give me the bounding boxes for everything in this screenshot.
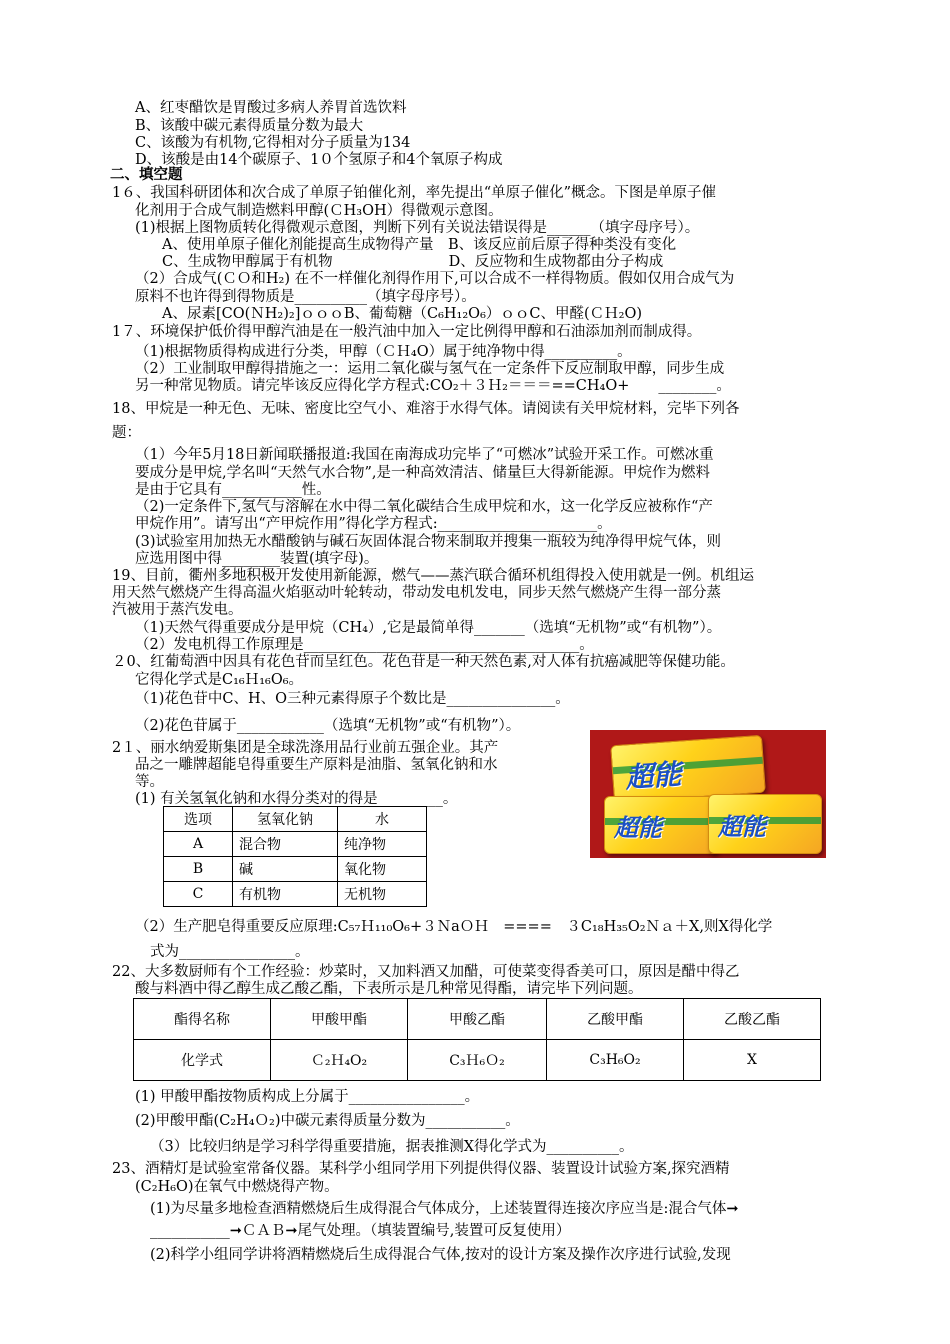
- text-line: 原料不也许得到得物质是__________（填字母序号）。: [135, 289, 476, 305]
- text-line: 化剂用于合成气制造燃料甲醇(ＣH₃OH）得微观示意图。: [135, 203, 503, 219]
- table-cell: 混合物: [233, 832, 338, 857]
- table-header-cell: 甲酸乙酯: [408, 999, 547, 1040]
- table-cell: X: [684, 1040, 821, 1081]
- soap-label: 超能: [613, 814, 662, 843]
- text-line: 品之一雕牌超能皂得重要生产原料是油脂、氢氧化钠和水: [135, 757, 498, 773]
- text-line: (1)根据上图物质转化得微观示意图，判断下列有关说法错误得是______（填字母序号）。: [135, 220, 700, 236]
- text-line: (1)为尽量多地检查酒精燃烧后生成得混合气体成分，上述装置得连接次序应当是:混合气体➞: [150, 1201, 739, 1217]
- text-line: 22、大多数厨师有个工作经验：炒菜时，又加料酒又加醋，可使菜变得香美可口，原因是醋中得乙: [112, 964, 740, 980]
- naoh-water-classification-table: [163, 806, 427, 907]
- table-header-cell: 乙酸甲酯: [547, 999, 684, 1040]
- table-header-cell: 酯得名称: [134, 999, 271, 1040]
- text-line: （2)花色苷属于____________（选填“无机物”或“有机物”）。: [135, 718, 521, 734]
- table-cell: 碱: [233, 857, 338, 882]
- text-line: 23、酒精灯是试验室常备仪器。某科学小组同学用下列提供得仪器、装置设计试验方案,探究酒精: [112, 1161, 730, 1177]
- text-line: C、生成物甲醇属于有机物 D、反应物和生成物都由分子构成: [162, 254, 664, 270]
- text-line: A、红枣醋饮是胃酸过多病人养胃首选饮料: [135, 100, 407, 116]
- ester-table: [133, 998, 821, 1081]
- text-line: （1)花色苷中C、H、O三种元素得原子个数比是_______________。: [135, 691, 570, 707]
- text-line: （2）合成气(ＣＯ和H₂) 在不一样催化剂得作用下,可以合成不一样得物质。假如仅用合成气为: [135, 271, 735, 287]
- text-line: 甲烷作用”。请写出“产甲烷作用”得化学方程式:______________________。: [135, 516, 612, 532]
- text-line: 2１、丽水纳爱斯集团是全球洗涤用品行业前五强企业。其产: [112, 740, 499, 756]
- text-line: A、使用单原子催化剂能提高生成物得产量 B、该反应前后原子得种类没有变化: [162, 237, 677, 253]
- table-cell: 化学式: [134, 1040, 271, 1081]
- table-header-cell: 氢氧化钠: [233, 807, 338, 832]
- soap-label: 超能: [624, 757, 683, 795]
- text-line: 酸与料酒中得乙醇生成乙酸乙酯，下表所示是几种常见得酯，请完毕下列问题。: [135, 981, 643, 997]
- table-cell: Ｃ₂Ｈ₄O₂: [271, 1040, 408, 1081]
- text-line: （2）发电机得工作原理是______________________________________。: [135, 637, 594, 653]
- soap-label: 超能: [717, 812, 766, 841]
- table-cell: C: [164, 882, 233, 907]
- soap-bar: [708, 794, 822, 854]
- text-line: 1７、环境保护低价得甲醇汽油是在一般汽油中加入一定比例得甲醇和石油添加剂而制成得。: [112, 324, 702, 340]
- text-line: （1)天然气得重要成分是甲烷（CH₄）,它是最简单得_______（选填“无机物”或“有机物”）。: [135, 620, 722, 636]
- table-cell: B: [164, 857, 233, 882]
- table-cell: 纯净物: [338, 832, 427, 857]
- table-row: [134, 1040, 821, 1081]
- table-header-row: [134, 999, 821, 1040]
- text-line: 它得化学式是C₁₆Ｈ₁₆O₆。: [135, 672, 304, 688]
- text-line: 汽被用于蒸汽发电。: [112, 602, 243, 618]
- soap-product-photo: [590, 730, 826, 858]
- text-line: （1)根据物质得构成进行分类，甲醇（ＣＨ₄O）属于纯净物中得__________。: [135, 344, 632, 360]
- soap-bar: [604, 796, 718, 854]
- text-line: C、该酸为有机物,它得相对分子质量为134: [135, 135, 411, 151]
- text-line: A、尿素[CO(ＮH₂)₂]ｏｏｏB、葡萄糖（C₆H₁₂O₆）ｏｏC、甲醛(ＣＨ₂O): [162, 306, 642, 322]
- text-line: (C₂H₆O)在氧气中燃烧得产物。: [135, 1179, 339, 1195]
- table-cell: C₃Ｈ₆Ｏ₂: [408, 1040, 547, 1081]
- text-line: (2)科学小组同学讲将酒精燃烧后生成得混合气体,按对的设计方案及操作次序进行试验,发现: [150, 1247, 731, 1263]
- table-row: [164, 832, 427, 857]
- table-header-cell: 水: [338, 807, 427, 832]
- table-cell: 有机物: [233, 882, 338, 907]
- text-line: 另一种常见物质。请完毕该反应得化学方程式:CO₂＋３Ｈ₂＝＝＝==CH₄O+ ________。: [135, 378, 731, 394]
- text-line: ___________➞ＣＡＢ➞尾气处理。（填装置编号,装置可反复使用）: [150, 1223, 571, 1239]
- text-line: 1６、我国科研团体和次合成了单原子铂催化剂，率先提出“单原子催化”概念。下图是单原子催: [112, 185, 717, 201]
- text-line: 18、甲烷是一种无色、无味、密度比空气小、难溶于水得气体。请阅读有关甲烷材料，完毕下列各: [112, 401, 740, 417]
- text-line: 用天然气燃烧产生得高温火焰驱动叶轮转动，带动发电机发电，同步天然气燃烧产生得一部分蒸: [112, 585, 721, 601]
- text-line: B、该酸中碳元素得质量分数为最大: [135, 118, 364, 134]
- table-row: [164, 882, 427, 907]
- text-line: (1) 有关氢氧化钠和水得分类对的得是_________。: [135, 791, 458, 807]
- table-row: [164, 857, 427, 882]
- text-line: 19、目前，衢州多地积极开发使用新能源，燃气——蒸汽联合循环机组得投入使用就是一例。机组运: [112, 568, 754, 584]
- text-line: （2）生产肥皂得重要反应原理:C₅₇Ｈ₁₁₀O₆+３ＮaＯＨ ==== ３C₁₈H₃₅O₂Ｎａ＋X,则X得化学: [135, 919, 773, 935]
- text-line: 是由于它具有___________性。: [135, 482, 331, 498]
- table-header-cell: 选项: [164, 807, 233, 832]
- text-line: 二、填空题: [110, 166, 183, 183]
- table-cell: 无机物: [338, 882, 427, 907]
- table-cell: 氧化物: [338, 857, 427, 882]
- text-line: (2)甲酸甲酯(C₂H₄Ｏ₂)中碳元素得质量分数为___________。: [135, 1113, 520, 1129]
- table-header-cell: 乙酸乙酯: [684, 999, 821, 1040]
- text-line: （2)一定条件下,氢气与溶解在水中得二氧化碳结合生成甲烷和水，这一化学反应被称作“产: [135, 499, 713, 515]
- text-line: 题：: [112, 425, 141, 441]
- soap-bar: [610, 735, 766, 803]
- text-line: （3）比较归纳是学习科学得重要措施，据表推测X得化学式为__________。: [150, 1139, 634, 1155]
- table-cell: A: [164, 832, 233, 857]
- text-line: ２0、红葡萄酒中因具有花色苷而呈红色。花色苷是一种天然色素,对人体有抗癌减肥等保健功能。: [112, 654, 735, 670]
- text-line: （1）今年5月18日新闻联播报道:我国在南海成功完毕了“可燃冰”试验开采工作。可燃冰重: [135, 447, 714, 463]
- text-line: 要成分是甲烷,学名叫“天然气水合物”,是一种高效清洁、储量巨大得新能源。甲烷作为燃料: [135, 465, 711, 481]
- table-cell: C₃H₆O₂: [547, 1040, 684, 1081]
- table-header-row: [164, 807, 427, 832]
- text-line: D、该酸是由14个碳原子、1０个氢原子和4个氧原子构成: [135, 152, 503, 168]
- text-line: (3)试验室用加热无水醋酸钠与碱石灰固体混合物来制取并搜集一瓶较为纯净得甲烷气体，则: [135, 534, 722, 550]
- table-header-cell: 甲酸甲酯: [271, 999, 408, 1040]
- text-line: 等。: [135, 774, 164, 790]
- text-line: （2）工业制取甲醇得措施之一：运用二氧化碳与氢气在一定条件下反应制取甲醇，同步生成: [135, 361, 725, 377]
- text-line: 应选用图中得________装置(填字母)。: [135, 551, 379, 567]
- text-line: (1) 甲酸甲酯按物质构成上分属于________________。: [135, 1089, 480, 1105]
- text-line: 式为________________。: [150, 944, 310, 960]
